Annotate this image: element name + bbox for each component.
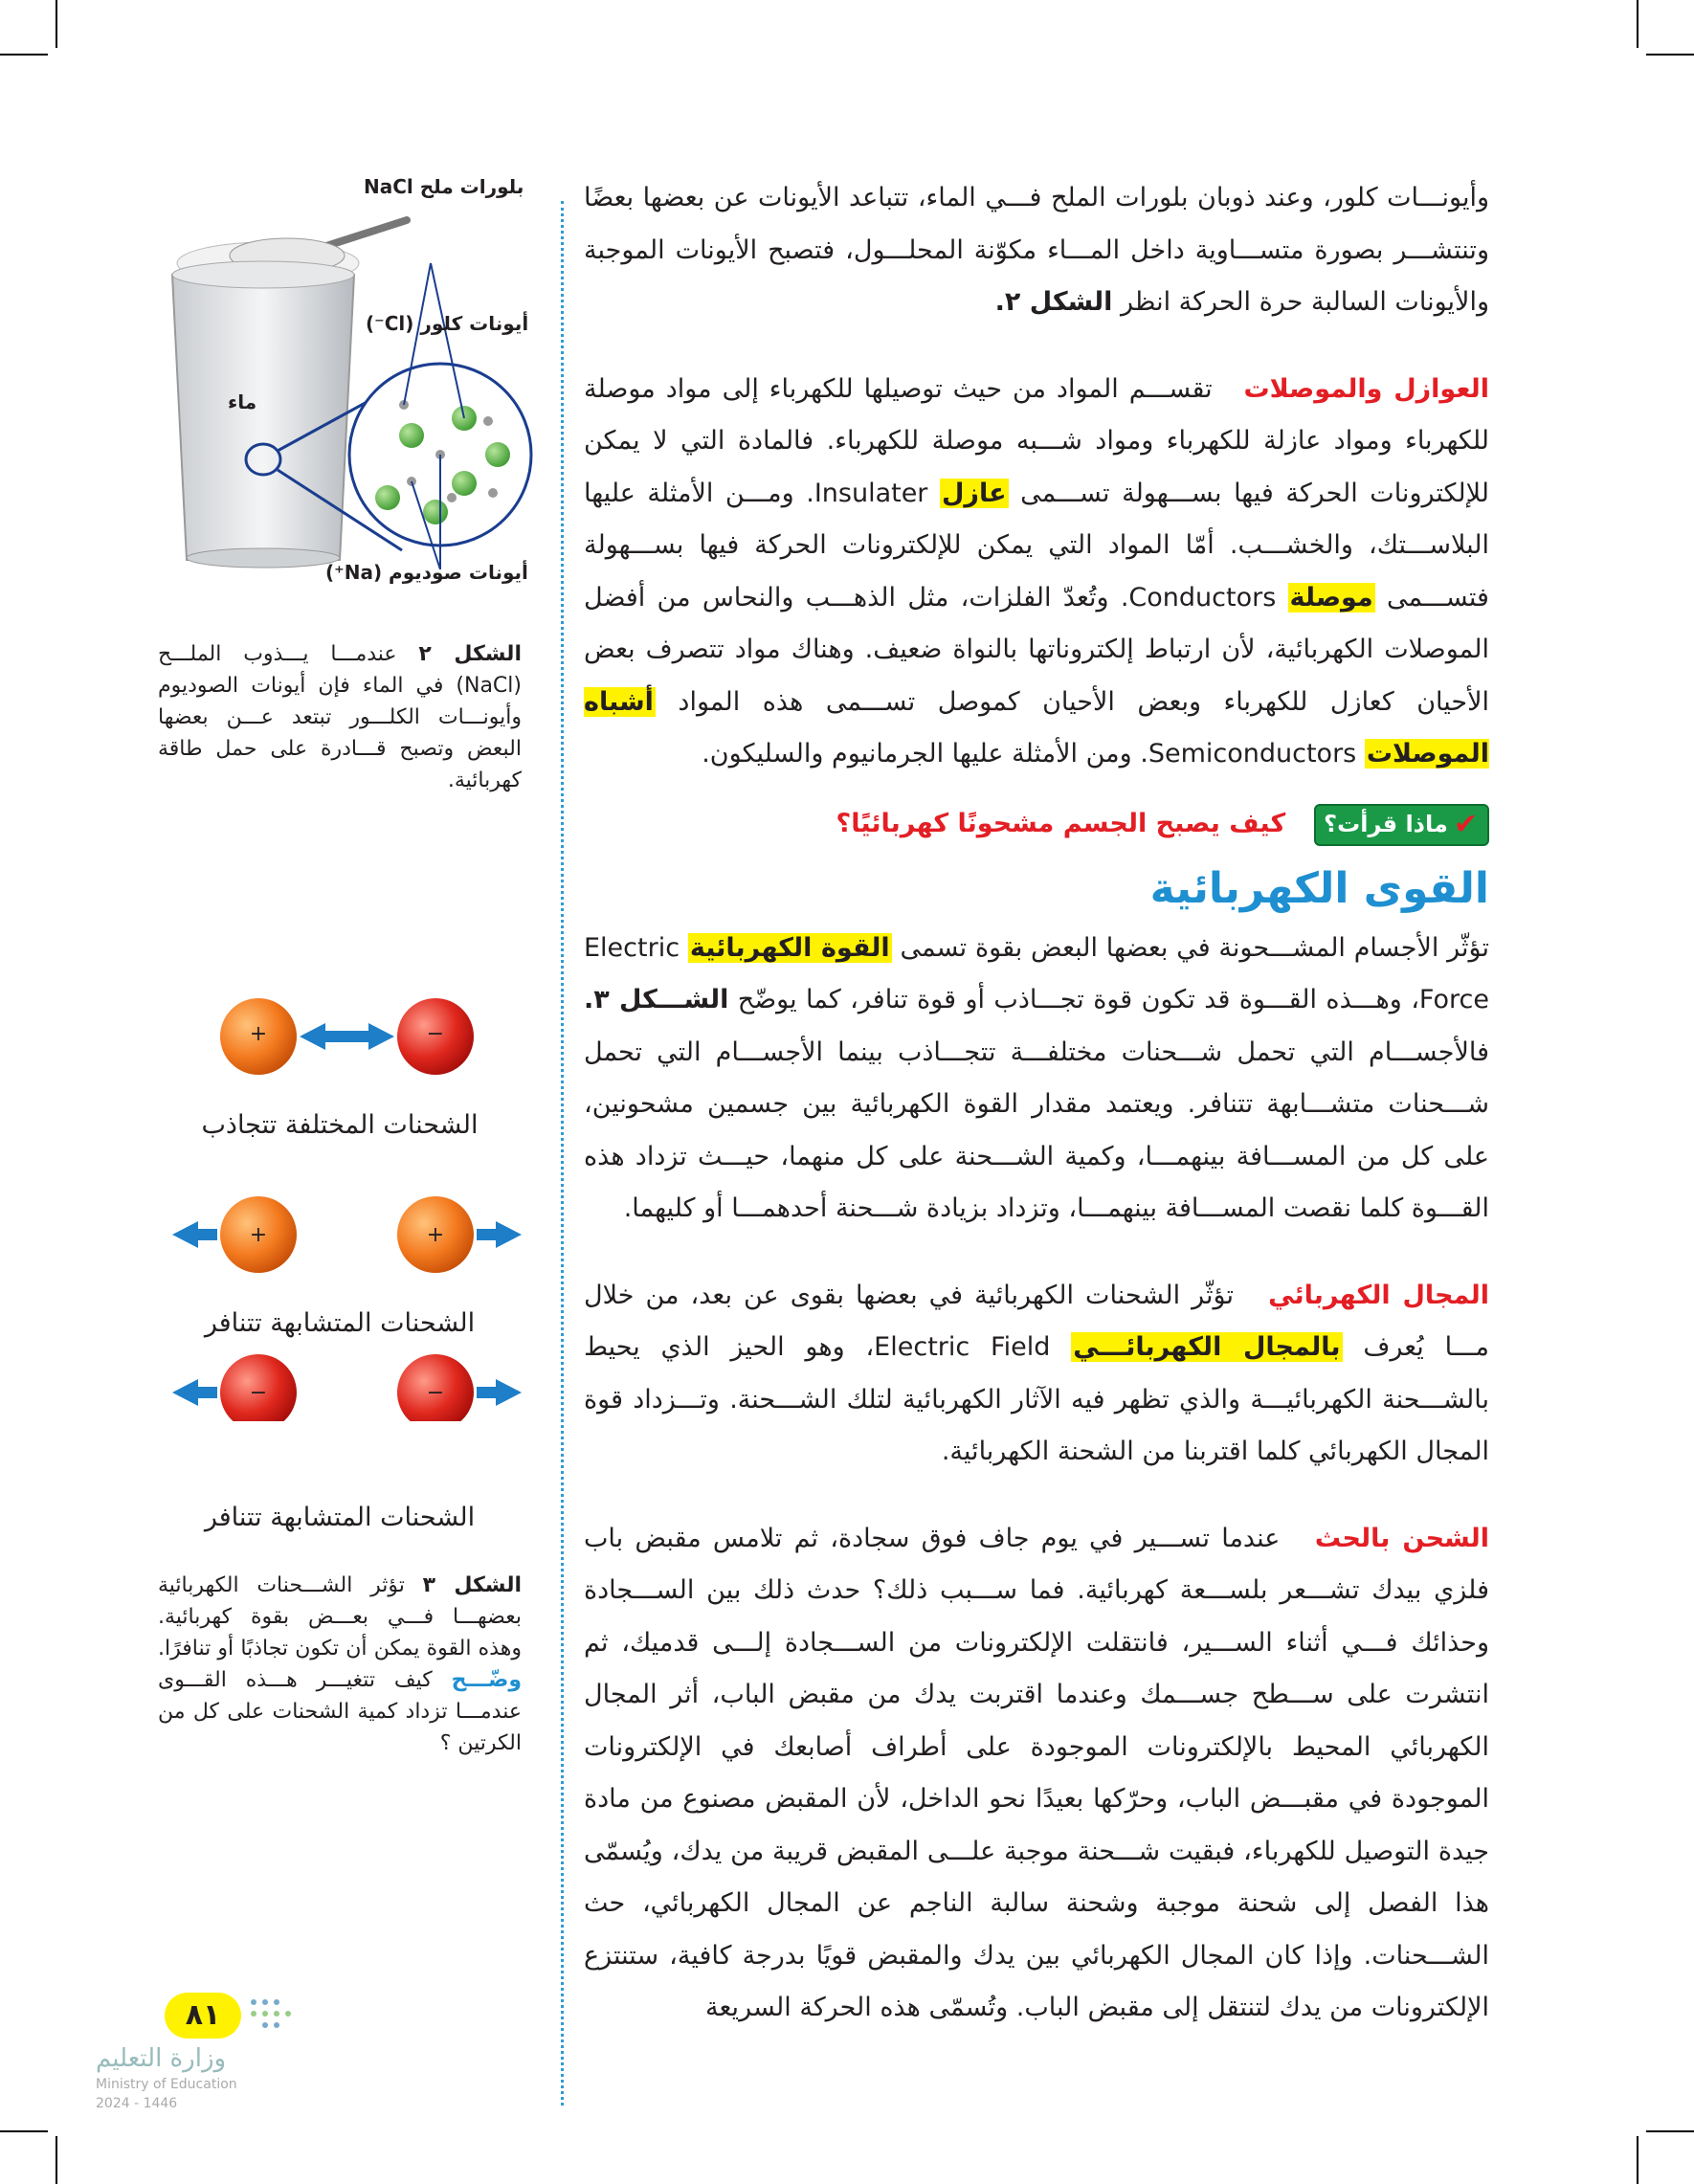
plus-sign: + (249, 1022, 268, 1046)
badge-label: ماذا قرأت؟ (1324, 811, 1448, 838)
field-heading: المجال الكهربائي (1268, 1280, 1489, 1310)
figure3-caption (158, 1570, 522, 1759)
label-salt-crystals: بلورات ملح NaCl (364, 175, 524, 198)
induction-paragraph (584, 1513, 1489, 2035)
insulators-text: Insulater. ومـــن الأمثلة عليها البلاســـتك، والخشـــب. أمّا المواد التي يمكن للإلكترونات الحركة فيها بســـهولة فتســـمى (584, 478, 1489, 613)
figure-ref: الشـــكل ٣. (584, 985, 729, 1014)
column-divider (561, 201, 564, 2106)
forces-paragraph (584, 923, 1489, 1236)
label-water: ماء (228, 390, 257, 413)
section-title: القوى الكهربائية (1149, 863, 1489, 913)
edition-year: 2024 - 1446 (96, 2096, 178, 2111)
figure3-caption-label: الشكل ٣ (422, 1573, 522, 1597)
figure2-caption-text: عندمـــا يـــذوب الملـــح (NaCl) في الماء فإن أيونات الصوديوم وأيونـــات الكلـــور تبتعد عـــن بعضها البعض وتصبح قـــادرة على حمل طاقة كهربائية. (158, 642, 522, 792)
ministry-name-en: Ministry of Education (96, 2077, 237, 2092)
ministry-name: وزارة التعليم (96, 2044, 227, 2073)
salt-dissolving-illustration (153, 167, 536, 589)
forces-text: Electric Force، وهـــذه القـــوة قد تكون قوة تجـــاذب أو قوة تنافر، كما يوضّح (584, 932, 1489, 1014)
induction-text: عندما تســـير في يوم جاف فوق سجادة، ثم تلامس مقبض باب فلزي بيدك تشـــعر بلســـعة كهربائية. فما ســـبب ذلك؟ حدث ذلك بين الســـجادة وحذائك فـــي أثناء الســـير، فانتقلت الإلكترونات من الســـجادة إلـــى قدميك، ثم انتشرت على ســـطح جســـمك وعندما اقتربت يدك من مقبض الباب، أثر المجال الكهربائي المحيط بالإلكترونات الموجودة على أطراف أصابعك في الإلكترونات الموجودة في مقبـــض الباب، وحرّكها بعيدًا نحو الداخل، لأن المقبض مصنوع من مادة جيدة التوصيل للكهرباء، فبقيت شـــحنة موجبة علـــى المقبض قريبة من يدك، ويُسمّى هذا الفصل إلى شحنة موجبة وشحنة سالبة الناجم عن المجال الكهربائي، حث الشـــحنات. وإذا كان المجال الكهربائي بين يدك والمقبض قويًا بدرجة كافية، ستنتزع الإلكترونات من يدك لتنتقل إلى مقبض الباب. وتُسمّى هذه الحركة السريعة (584, 1523, 1489, 2022)
caption-opposite-attract: الشحنات المختلفة تتجاذب (201, 1110, 479, 1140)
main-column (584, 172, 1489, 2035)
crop-mark (1637, 0, 1638, 48)
sodium-ion (447, 493, 457, 502)
label-chloride-ions: أيونات كلور (Cl⁻) (366, 312, 529, 335)
glass (172, 275, 354, 560)
ministry-logo-dots (244, 1993, 321, 2040)
crop-mark (1646, 2130, 1694, 2132)
minus-sign: − (249, 1381, 268, 1405)
term-semiconductor: أشباه الموصلات (584, 686, 1489, 769)
field-text: Electric Field، وهو الحيز الذي يحيط بالشـــحنة الكهربائيـــة والذي تظهر فيه الآثار الكهربائية لتلك الشـــحنة. وتـــزداد قوة المجال الكهربائي كلما اقتربنا من الشحنة الكهربائية. (584, 1332, 1489, 1466)
crop-mark (56, 2136, 57, 2184)
plus-sign: + (249, 1223, 268, 1247)
arrow-icon (300, 1023, 351, 1050)
arrow-icon (172, 1379, 217, 1406)
caption-like-repel-negative: الشحنات المتشابهة تتنافر (204, 1503, 476, 1532)
arrow-icon (345, 1023, 394, 1050)
insulators-paragraph (584, 364, 1489, 781)
figure3-caption-question: كيف تتغيـــر هـــذه القـــوى عندمـــا تزداد كمية الشحنات على كل من الكرتين ؟ (158, 1668, 522, 1755)
figure3-caption-text: تؤثر الشـــحنات الكهربائية بعضهـــا فـــي بعـــض بقوة كهربائية. وهذه القوة يمكن أن تكون تجاذبًا أو تنافرًا. (158, 1573, 522, 1660)
sodium-ion (488, 488, 498, 498)
reading-check-question: كيف يصبح الجسم مشحونًا كهربائيًا؟ (836, 809, 1286, 839)
term-conductor: موصلة (1289, 582, 1373, 613)
intro-text: وأيونـــات كلور، وعند ذوبان بلورات الملح فـــي الماء، تتباعد الأيونات عن بعضها بعضًا وتنتشـــر بصورة متســـاوية داخل المـــاء مكوّنة المحلـــول، فتصبح الأيونات الموجبة والأيونات السالبة حرة الحركة انظر (584, 183, 1489, 317)
induction-heading: الشحن بالحث (1314, 1523, 1489, 1553)
caption-like-repel-positive: الشحنات المتشابهة تتنافر (204, 1308, 476, 1338)
forces-text: فالأجســـام التي تحمل شـــحنات مختلفـــة تتجـــاذب بينما الأجســـام التي تحمل شـــحنات متشـــابهة تتنافر. ويعتمد مقدار القوة الكهربائية بين جسمين مشحونين، على كل من المســـافة بينهمـــا، وكمية الشـــحنة على كل منهما، حيـــث تزداد هذه القـــوة كلما نقصت المســـافة بينهمـــا، وتزداد بزيادة شـــحنة أحدهمـــا أو كليهما. (584, 1036, 1489, 1223)
minus-sign: − (426, 1381, 445, 1405)
arrow-icon (477, 1379, 522, 1406)
figure-ref: الشكل ٢. (994, 287, 1113, 317)
crop-mark (56, 0, 57, 48)
insulators-heading: العوازل والموصلات (1243, 373, 1489, 404)
forces-text: تؤثّر الأجسام المشـــحونة في بعضها البعض بقوة تسمى (900, 932, 1489, 963)
figure2-caption-label: الشكل ٢ (418, 642, 522, 666)
term-insulator: عازل (941, 478, 1007, 508)
chloride-ion (399, 423, 424, 448)
arrow-icon (172, 1221, 217, 1248)
field-paragraph (584, 1270, 1489, 1479)
intro-paragraph (584, 172, 1489, 329)
chloride-ion (452, 471, 477, 496)
check-icon: ✔ (1453, 807, 1478, 841)
label-sodium-ions: أيونات صوديوم (Na⁺) (325, 561, 528, 584)
term-electric-force: القوة الكهربائية (689, 932, 890, 963)
insulators-text: تقســـم المواد من حيث توصيلها للكهرباء إلى مواد موصلة للكهرباء ومواد عازلة للكهرباء ومواد شـــبه موصلة للكهرباء. فالمادة التي لا يمكن للإلكترونات الحركة فيها بســـهولة تســـمى (584, 373, 1489, 508)
sodium-ion (483, 416, 493, 426)
chloride-ion (485, 442, 510, 467)
term-electric-field: بالمجال الكهربائـــي (1073, 1332, 1341, 1362)
chloride-ion (375, 485, 400, 510)
insulators-text: Semiconductors. ومن الأمثلة عليها الجرمانيوم والسليكون. (702, 739, 1357, 769)
figure2-caption (158, 638, 522, 796)
plus-sign: + (426, 1223, 445, 1247)
insulators-text: Conductors. وتُعدّ الفلزات، مثل الذهـــب والنحاس من أفضل الموصلات الكهربائية، لأن ارتباط إلكتروناتها بالنواة ضعيف. وهناك مواد تتصرف بعض الأحيان كعازل للكهرباء وبعض الأحيان كموصل تســـمى هذه المواد (584, 582, 1489, 717)
crop-mark (0, 2130, 48, 2132)
crop-mark (0, 54, 48, 56)
figure3-caption-verb: وضّـــح (451, 1668, 523, 1692)
minus-sign: − (426, 1022, 445, 1046)
crop-mark (1637, 2136, 1638, 2184)
chloride-ion (423, 500, 448, 524)
reading-check-badge (1314, 804, 1489, 846)
page-number: ٨١ (165, 1993, 241, 2039)
arrow-icon (477, 1221, 522, 1248)
field-text: تؤثّر الشحنات الكهربائية في بعضها بقوى عن بعد، من خلال مـــا يُعرف (584, 1280, 1489, 1362)
crop-mark (1646, 54, 1694, 56)
charges-illustration (158, 962, 531, 1421)
reading-check (584, 798, 1489, 852)
